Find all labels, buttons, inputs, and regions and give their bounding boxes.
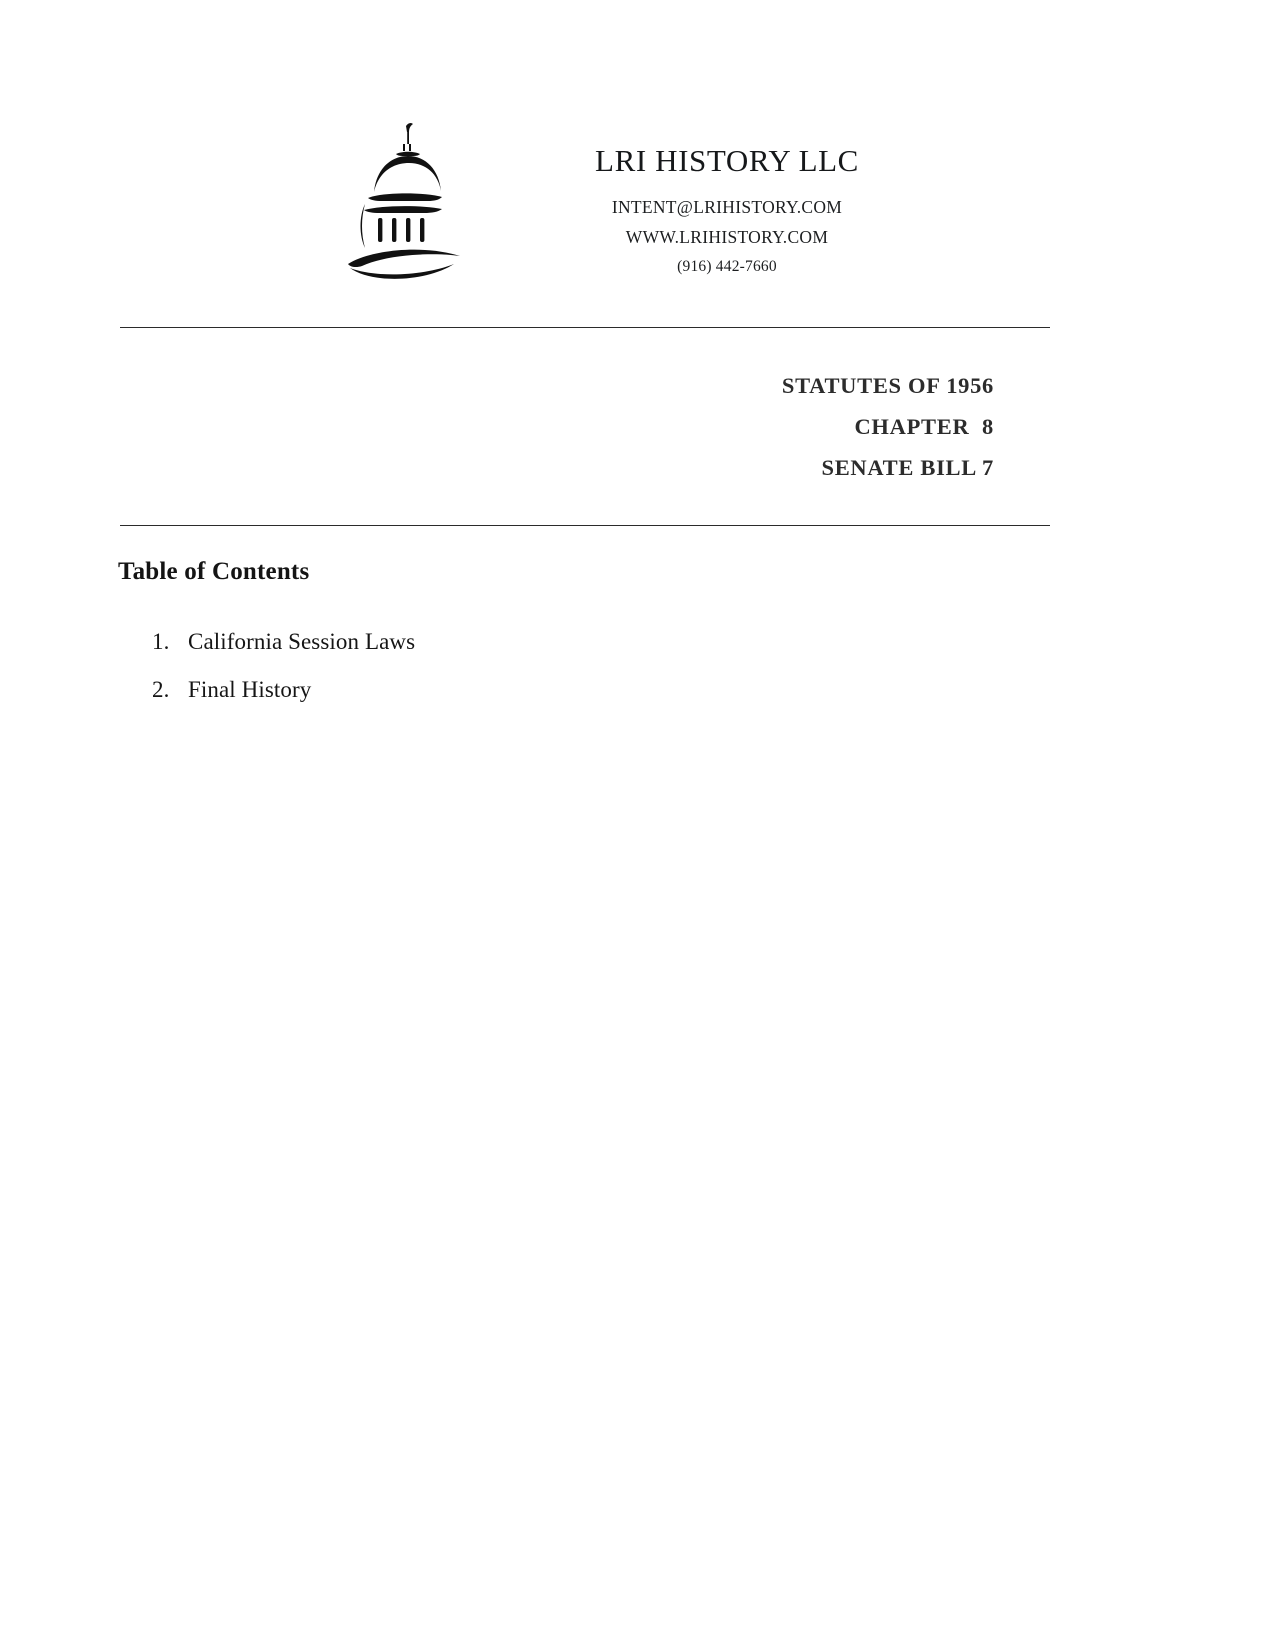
divider-top: [120, 327, 1050, 328]
contact-email: INTENT@LRIHISTORY.COM: [611, 197, 843, 218]
bill-line: SENATE BILL 7: [821, 455, 994, 481]
toc-item-label: California Session Laws: [188, 629, 416, 654]
chapter-line: CHAPTER 8: [854, 414, 994, 440]
organization-name: LRI HISTORY LLC: [595, 143, 859, 178]
letterhead: [0, 118, 1276, 283]
document-title-block: [120, 365, 994, 489]
divider-bottom: [120, 525, 1050, 526]
capitol-dome-logo-icon: [334, 118, 484, 283]
contact-phone: (916) 442-7660: [677, 258, 777, 276]
list-item[interactable]: [188, 666, 415, 714]
contact-website: WWW.LRIHISTORY.COM: [625, 227, 829, 248]
letterhead-text: [512, 118, 942, 282]
statutes-line: STATUTES OF 1956: [781, 373, 994, 398]
list-item[interactable]: [188, 618, 415, 666]
toc-item-label: Final History: [188, 677, 312, 703]
table-of-contents-list: [118, 618, 415, 715]
table-of-contents-heading: Table of Contents: [118, 558, 310, 585]
